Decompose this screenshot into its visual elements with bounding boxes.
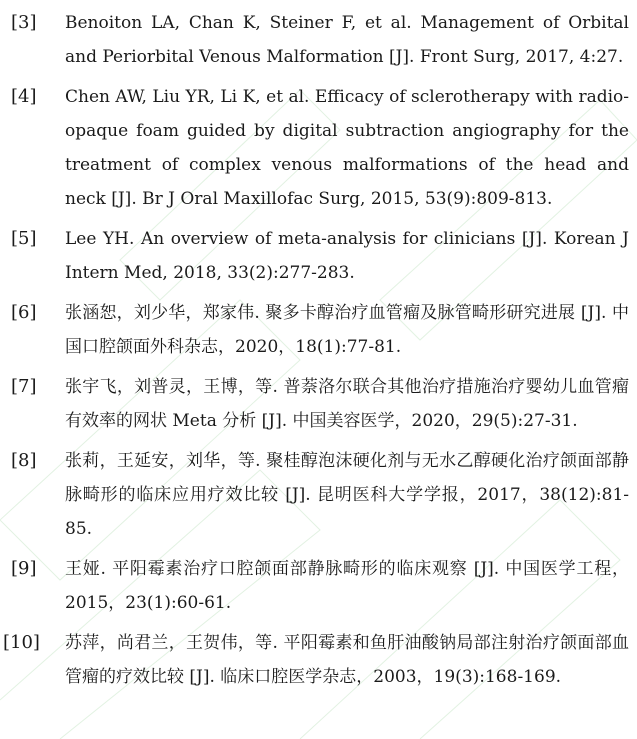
- reference-number: [5]: [11, 228, 37, 249]
- reference-text: Lee YH. An overview of meta-analysis for clinicians [J]. Korean J Intern Med, 2018, 33(2):277-283.: [65, 229, 629, 283]
- reference-item: [0, 6, 637, 74]
- reference-item: [0, 222, 637, 290]
- reference-text: Benoiton LA, Chan K, Steiner F, et al. Management of Orbital and Periorbital Venous Malformation [J]. Front Surg, 2017, 4:27.: [65, 13, 629, 67]
- reference-text: 王娅. 平阳霉素治疗口腔颌面部静脉畸形的临床观察 [J]. 中国医学工程，2015，23(1):60-61.: [65, 559, 629, 613]
- reference-item: [0, 552, 637, 620]
- reference-number: [8]: [11, 450, 37, 471]
- reference-text: 张宇飞，刘普灵，王博，等. 普萘洛尔联合其他治疗措施治疗婴幼儿血管瘤有效率的网状 Meta 分析 [J]. 中国美容医学，2020，29(5):27-31.: [65, 377, 629, 431]
- reference-number: [10]: [3, 632, 40, 653]
- reference-text: 苏萍，尚君兰，王贺伟，等. 平阳霉素和鱼肝油酸钠局部注射治疗颌面部血管瘤的疗效比较 [J]. 临床口腔医学杂志，2003，19(3):168-169.: [65, 633, 629, 687]
- reference-number: [9]: [11, 558, 37, 579]
- reference-item: [0, 370, 637, 438]
- reference-number: [7]: [11, 376, 37, 397]
- reference-list: [0, 6, 637, 700]
- reference-item: [0, 296, 637, 364]
- reference-item: [0, 626, 637, 694]
- reference-item: [0, 444, 637, 546]
- reference-text: 张涵恕，刘少华，郑家伟. 聚多卡醇治疗血管瘤及脉管畸形研究进展 [J]. 中国口腔颌面外科杂志，2020，18(1):77-81.: [65, 303, 629, 357]
- reference-number: [3]: [11, 12, 37, 33]
- reference-item: [0, 80, 637, 216]
- reference-text: 张莉，王延安，刘华，等. 聚桂醇泡沫硬化剂与无水乙醇硬化治疗颌面部静脉畸形的临床应用疗效比较 [J]. 昆明医科大学学报，2017，38(12):81-85.: [65, 451, 629, 539]
- reference-number: [6]: [11, 302, 37, 323]
- reference-number: [4]: [11, 86, 37, 107]
- reference-text: Chen AW, Liu YR, Li K, et al. Efficacy of sclerotherapy with radio-opaque foam guided by digital subtraction angiography for the treatment of complex venous malformations of the head and neck [J]. Br J Oral Maxillofac Surg, 2015, 53(9):809-813.: [65, 87, 629, 209]
